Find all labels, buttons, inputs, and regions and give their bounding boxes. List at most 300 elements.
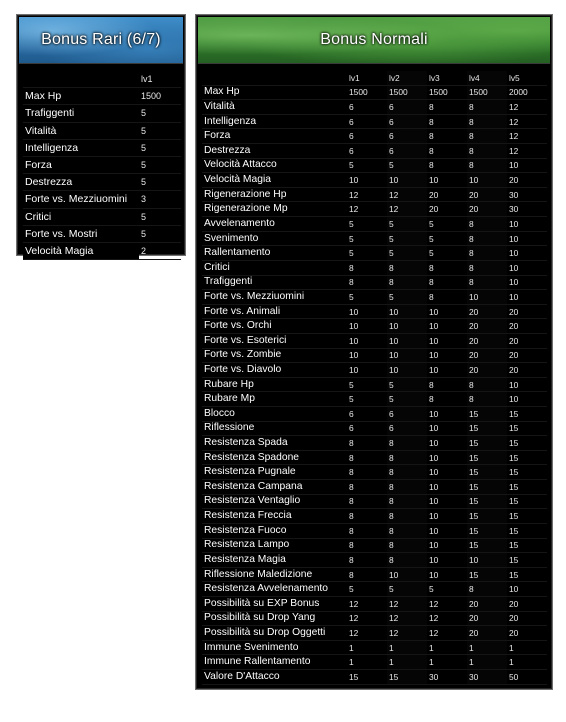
bonus-value: 10	[387, 363, 427, 378]
table-row	[202, 450, 547, 465]
bonus-value: 8	[467, 260, 507, 275]
bonus-value: 15	[467, 465, 507, 480]
bonus-value: 8	[427, 100, 467, 115]
bonus-value: 6	[347, 421, 387, 436]
table-row	[202, 582, 547, 597]
bonus-value: 15	[467, 509, 507, 524]
bonus-value: 10	[427, 363, 467, 378]
bonus-value: 15	[467, 480, 507, 495]
bonus-value: 10	[347, 363, 387, 378]
normal-bonus-panel	[195, 14, 553, 690]
table-row	[202, 275, 547, 290]
bonus-value: 2	[139, 242, 181, 259]
normal-bonus-title: Bonus Normali	[198, 17, 550, 64]
bonus-value: 10	[427, 553, 467, 568]
bonus-value: 15	[507, 523, 547, 538]
bonus-value: 1	[467, 655, 507, 670]
bonus-value: 20	[467, 187, 507, 202]
bonus-value: 6	[347, 144, 387, 159]
bonus-value: 12	[507, 129, 547, 144]
bonus-name: Trafiggenti	[202, 275, 347, 290]
bonus-value: 20	[507, 611, 547, 626]
bonus-value: 12	[347, 202, 387, 217]
table-row	[202, 363, 547, 378]
table-row	[23, 156, 181, 173]
bonus-value: 1	[427, 655, 467, 670]
bonus-value: 6	[347, 100, 387, 115]
bonus-value: 30	[507, 187, 547, 202]
table-row	[202, 465, 547, 480]
bonus-name: Svenimento	[202, 231, 347, 246]
bonus-value: 5	[387, 158, 427, 173]
table-row	[202, 260, 547, 275]
bonus-value: 8	[347, 275, 387, 290]
bonus-value: 10	[507, 275, 547, 290]
bonus-value: 12	[347, 596, 387, 611]
bonus-value: 8	[467, 144, 507, 159]
bonus-value: 5	[427, 246, 467, 261]
header-blank-cell	[202, 71, 347, 85]
table-row	[202, 217, 547, 232]
bonus-value: 2000	[507, 85, 547, 100]
bonus-value: 10	[507, 246, 547, 261]
bonus-name: Rallentamento	[202, 246, 347, 261]
table-row	[23, 139, 181, 156]
bonus-name: Forte vs. Diavolo	[202, 363, 347, 378]
bonus-value: 8	[387, 523, 427, 538]
table-row	[202, 509, 547, 524]
bonus-value: 10	[427, 567, 467, 582]
level-header: lv1	[347, 71, 387, 85]
bonus-name: Forte vs. Animali	[202, 304, 347, 319]
bonus-value: 8	[467, 231, 507, 246]
bonus-value: 12	[507, 144, 547, 159]
bonus-value: 10	[427, 509, 467, 524]
bonus-value: 8	[347, 494, 387, 509]
bonus-value: 15	[507, 450, 547, 465]
bonus-name: Vitalità	[23, 122, 139, 139]
bonus-value: 6	[387, 100, 427, 115]
table-row	[23, 105, 181, 122]
bonus-name: Resistenza Freccia	[202, 509, 347, 524]
bonus-value: 15	[507, 480, 547, 495]
bonus-value: 5	[139, 174, 181, 191]
table-row	[202, 348, 547, 363]
bonus-value: 20	[467, 333, 507, 348]
level-header: lv3	[427, 71, 467, 85]
bonus-value: 5	[347, 217, 387, 232]
bonus-value: 20	[507, 173, 547, 188]
bonus-value: 1500	[347, 85, 387, 100]
bonus-value: 10	[427, 407, 467, 422]
table-row	[202, 377, 547, 392]
bonus-value: 12	[507, 100, 547, 115]
table-row	[202, 567, 547, 582]
level-header: lv4	[467, 71, 507, 85]
bonus-value: 10	[427, 421, 467, 436]
rare-bonus-panel	[16, 14, 186, 256]
bonus-value: 3	[139, 191, 181, 208]
table-row	[202, 114, 547, 129]
bonus-value: 15	[467, 523, 507, 538]
bonus-value: 20	[467, 596, 507, 611]
bonus-value: 10	[507, 290, 547, 305]
bonus-value: 1500	[427, 85, 467, 100]
bonus-value: 50	[507, 669, 547, 684]
bonus-value: 10	[427, 348, 467, 363]
bonus-value: 8	[387, 494, 427, 509]
table-row	[202, 173, 547, 188]
bonus-value: 10	[347, 348, 387, 363]
bonus-value: 6	[387, 114, 427, 129]
table-row	[202, 407, 547, 422]
bonus-value: 15	[387, 669, 427, 684]
bonus-name: Destrezza	[202, 144, 347, 159]
bonus-value: 8	[347, 509, 387, 524]
table-row	[202, 669, 547, 684]
bonus-name: Possibilità su Drop Oggetti	[202, 626, 347, 641]
bonus-value: 5	[347, 377, 387, 392]
table-row	[202, 392, 547, 407]
bonus-value: 8	[387, 553, 427, 568]
bonus-name: Resistenza Spadone	[202, 450, 347, 465]
bonus-value: 6	[347, 114, 387, 129]
bonus-value: 20	[427, 202, 467, 217]
bonus-value: 8	[347, 553, 387, 568]
bonus-value: 1	[467, 640, 507, 655]
bonus-value: 10	[427, 173, 467, 188]
bonus-name: Immune Svenimento	[202, 640, 347, 655]
bonus-name: Possibilità su EXP Bonus	[202, 596, 347, 611]
bonus-value: 15	[347, 669, 387, 684]
table-row	[202, 596, 547, 611]
table-row	[23, 225, 181, 242]
bonus-value: 15	[467, 436, 507, 451]
table-row	[23, 242, 181, 259]
bonus-value: 12	[507, 114, 547, 129]
bonus-value: 8	[427, 377, 467, 392]
rare-bonus-title: Bonus Rari (6/7)	[19, 17, 183, 64]
bonus-value: 5	[387, 582, 427, 597]
bonus-value: 10	[507, 392, 547, 407]
table-row	[202, 129, 547, 144]
bonus-name: Velocità Magia	[202, 173, 347, 188]
bonus-value: 5	[427, 217, 467, 232]
bonus-value: 8	[467, 158, 507, 173]
bonus-value: 1	[427, 640, 467, 655]
bonus-value: 5	[387, 290, 427, 305]
bonus-value: 5	[139, 105, 181, 122]
table-row	[23, 88, 181, 105]
bonus-value: 12	[427, 626, 467, 641]
table-row	[202, 436, 547, 451]
bonus-value: 8	[427, 114, 467, 129]
bonus-value: 10	[347, 173, 387, 188]
bonus-name: Rigenerazione Hp	[202, 187, 347, 202]
bonus-value: 10	[347, 319, 387, 334]
bonus-value: 20	[467, 319, 507, 334]
bonus-value: 8	[387, 275, 427, 290]
bonus-name: Possibilità su Drop Yang	[202, 611, 347, 626]
bonus-value: 6	[387, 421, 427, 436]
table-row	[23, 191, 181, 208]
bonus-value: 20	[427, 187, 467, 202]
bonus-value: 6	[387, 407, 427, 422]
bonus-value: 15	[507, 509, 547, 524]
bonus-value: 10	[427, 538, 467, 553]
bonus-name: Trafiggenti	[23, 105, 139, 122]
bonus-value: 8	[347, 465, 387, 480]
level-header: lv1	[139, 71, 181, 88]
bonus-value: 5	[347, 582, 387, 597]
bonus-name: Resistenza Magia	[202, 553, 347, 568]
table-row	[202, 611, 547, 626]
bonus-value: 10	[507, 217, 547, 232]
table-row	[23, 208, 181, 225]
bonus-value: 12	[427, 611, 467, 626]
level-header: lv2	[387, 71, 427, 85]
bonus-value: 1	[507, 640, 547, 655]
bonus-value: 20	[507, 333, 547, 348]
bonus-name: Rubare Mp	[202, 392, 347, 407]
bonus-value: 5	[387, 392, 427, 407]
bonus-value: 20	[507, 348, 547, 363]
bonus-value: 6	[347, 407, 387, 422]
bonus-value: 5	[347, 231, 387, 246]
bonus-value: 15	[507, 436, 547, 451]
bonus-name: Riflessione	[202, 421, 347, 436]
bonus-value: 10	[427, 319, 467, 334]
table-row	[202, 421, 547, 436]
bonus-value: 10	[387, 319, 427, 334]
bonus-value: 1	[347, 640, 387, 655]
bonus-value: 20	[467, 363, 507, 378]
table-row	[202, 231, 547, 246]
bonus-name: Intelligenza	[23, 139, 139, 156]
bonus-name: Rubare Hp	[202, 377, 347, 392]
bonus-value: 10	[507, 260, 547, 275]
table-row	[202, 538, 547, 553]
normal-header-row	[202, 71, 547, 85]
bonus-value: 10	[467, 290, 507, 305]
bonus-value: 5	[139, 208, 181, 225]
bonus-value: 20	[507, 319, 547, 334]
bonus-value: 10	[387, 333, 427, 348]
bonus-value: 5	[387, 246, 427, 261]
bonus-name: Critici	[202, 260, 347, 275]
bonus-value: 20	[467, 626, 507, 641]
bonus-value: 5	[387, 217, 427, 232]
bonus-value: 8	[347, 436, 387, 451]
bonus-value: 6	[347, 129, 387, 144]
bonus-name: Forza	[202, 129, 347, 144]
bonus-value: 10	[427, 480, 467, 495]
bonus-value: 20	[507, 304, 547, 319]
bonus-value: 1	[347, 655, 387, 670]
bonus-value: 8	[467, 114, 507, 129]
bonus-value: 12	[387, 611, 427, 626]
table-row	[202, 523, 547, 538]
bonus-name: Valore D'Attacco	[202, 669, 347, 684]
bonus-value: 12	[387, 187, 427, 202]
table-row	[202, 333, 547, 348]
bonus-value: 20	[507, 626, 547, 641]
bonus-value: 1500	[139, 88, 181, 105]
bonus-value: 20	[467, 348, 507, 363]
bonus-value: 10	[347, 304, 387, 319]
bonus-name: Resistenza Ventaglio	[202, 494, 347, 509]
table-row	[202, 319, 547, 334]
bonus-name: Intelligenza	[202, 114, 347, 129]
bonus-value: 30	[427, 669, 467, 684]
bonus-value: 10	[507, 158, 547, 173]
bonus-value: 5	[139, 225, 181, 242]
bonus-value: 15	[507, 465, 547, 480]
bonus-value: 8	[427, 129, 467, 144]
bonus-value: 20	[467, 202, 507, 217]
table-row	[202, 144, 547, 159]
bonus-name: Vitalità	[202, 100, 347, 115]
bonus-name: Forza	[23, 156, 139, 173]
bonus-name: Velocità Attacco	[202, 158, 347, 173]
rare-header-row	[23, 71, 181, 88]
bonus-value: 1500	[387, 85, 427, 100]
bonus-value: 10	[427, 465, 467, 480]
bonus-value: 15	[467, 421, 507, 436]
bonus-value: 8	[387, 436, 427, 451]
bonus-value: 1	[387, 640, 427, 655]
bonus-value: 12	[387, 202, 427, 217]
bonus-value: 15	[507, 553, 547, 568]
bonus-value: 5	[139, 122, 181, 139]
bonus-name: Resistenza Spada	[202, 436, 347, 451]
bonus-name: Resistenza Avvelenamento	[202, 582, 347, 597]
bonus-value: 8	[467, 275, 507, 290]
bonus-value: 8	[347, 480, 387, 495]
bonus-value: 20	[507, 596, 547, 611]
bonus-value: 8	[427, 260, 467, 275]
table-row	[202, 85, 547, 100]
bonus-name: Critici	[23, 208, 139, 225]
bonus-value: 5	[347, 392, 387, 407]
bonus-value: 8	[427, 144, 467, 159]
bonus-value: 8	[347, 450, 387, 465]
bonus-value: 8	[347, 538, 387, 553]
bonus-value: 15	[467, 538, 507, 553]
table-row	[202, 304, 547, 319]
table-row	[202, 626, 547, 641]
bonus-value: 5	[347, 290, 387, 305]
bonus-value: 10	[347, 333, 387, 348]
bonus-value: 15	[507, 407, 547, 422]
bonus-value: 10	[427, 523, 467, 538]
normal-bonus-table	[202, 71, 547, 685]
bonus-value: 8	[387, 480, 427, 495]
bonus-value: 8	[467, 377, 507, 392]
bonus-name: Avvelenamento	[202, 217, 347, 232]
table-row	[202, 158, 547, 173]
bonus-name: Destrezza	[23, 174, 139, 191]
bonus-value: 20	[507, 363, 547, 378]
table-row	[202, 655, 547, 670]
bonus-name: Max Hp	[23, 88, 139, 105]
bonus-value: 15	[507, 538, 547, 553]
bonus-value: 12	[347, 626, 387, 641]
bonus-value: 5	[139, 139, 181, 156]
bonus-value: 5	[427, 582, 467, 597]
bonus-value: 10	[507, 582, 547, 597]
bonus-value: 8	[347, 260, 387, 275]
table-row	[23, 174, 181, 191]
table-row	[202, 494, 547, 509]
bonus-value: 1	[507, 655, 547, 670]
bonus-value: 12	[427, 596, 467, 611]
bonus-value: 15	[467, 450, 507, 465]
table-row	[202, 290, 547, 305]
table-row	[202, 553, 547, 568]
bonus-name: Forte vs. Mezziuomini	[202, 290, 347, 305]
bonus-value: 8	[467, 392, 507, 407]
rare-bonus-table	[23, 71, 181, 260]
bonus-name: Riflessione Maledizione	[202, 567, 347, 582]
bonus-value: 10	[427, 494, 467, 509]
bonus-value: 20	[467, 611, 507, 626]
bonus-value: 8	[347, 523, 387, 538]
bonus-value: 8	[467, 100, 507, 115]
bonus-value: 12	[347, 611, 387, 626]
bonus-value: 8	[387, 465, 427, 480]
bonus-value: 5	[387, 231, 427, 246]
bonus-value: 15	[507, 567, 547, 582]
bonus-name: Immune Rallentamento	[202, 655, 347, 670]
bonus-value: 8	[387, 450, 427, 465]
bonus-value: 15	[507, 494, 547, 509]
bonus-value: 8	[427, 158, 467, 173]
bonus-value: 10	[387, 304, 427, 319]
bonus-value: 10	[467, 173, 507, 188]
bonus-value: 8	[387, 260, 427, 275]
bonus-value: 5	[139, 156, 181, 173]
bonus-value: 8	[427, 290, 467, 305]
bonus-name: Max Hp	[202, 85, 347, 100]
bonus-value: 30	[507, 202, 547, 217]
bonus-name: Forte vs. Zombie	[202, 348, 347, 363]
bonus-name: Blocco	[202, 407, 347, 422]
bonus-value: 12	[387, 596, 427, 611]
bonus-value: 6	[387, 129, 427, 144]
bonus-name: Resistenza Lampo	[202, 538, 347, 553]
table-row	[202, 480, 547, 495]
bonus-value: 8	[387, 538, 427, 553]
bonus-value: 10	[427, 436, 467, 451]
bonus-value: 8	[467, 246, 507, 261]
bonus-value: 1500	[467, 85, 507, 100]
level-header: lv5	[507, 71, 547, 85]
table-row	[202, 100, 547, 115]
bonus-value: 12	[347, 187, 387, 202]
bonus-name: Resistenza Pugnale	[202, 465, 347, 480]
bonus-value: 20	[467, 304, 507, 319]
bonus-name: Forte vs. Orchi	[202, 319, 347, 334]
bonus-value: 8	[467, 217, 507, 232]
bonus-value: 10	[427, 450, 467, 465]
bonus-value: 10	[387, 173, 427, 188]
bonus-value: 8	[427, 392, 467, 407]
bonus-value: 8	[427, 275, 467, 290]
bonus-value: 8	[467, 582, 507, 597]
bonus-value: 1	[387, 655, 427, 670]
bonus-value: 8	[387, 509, 427, 524]
